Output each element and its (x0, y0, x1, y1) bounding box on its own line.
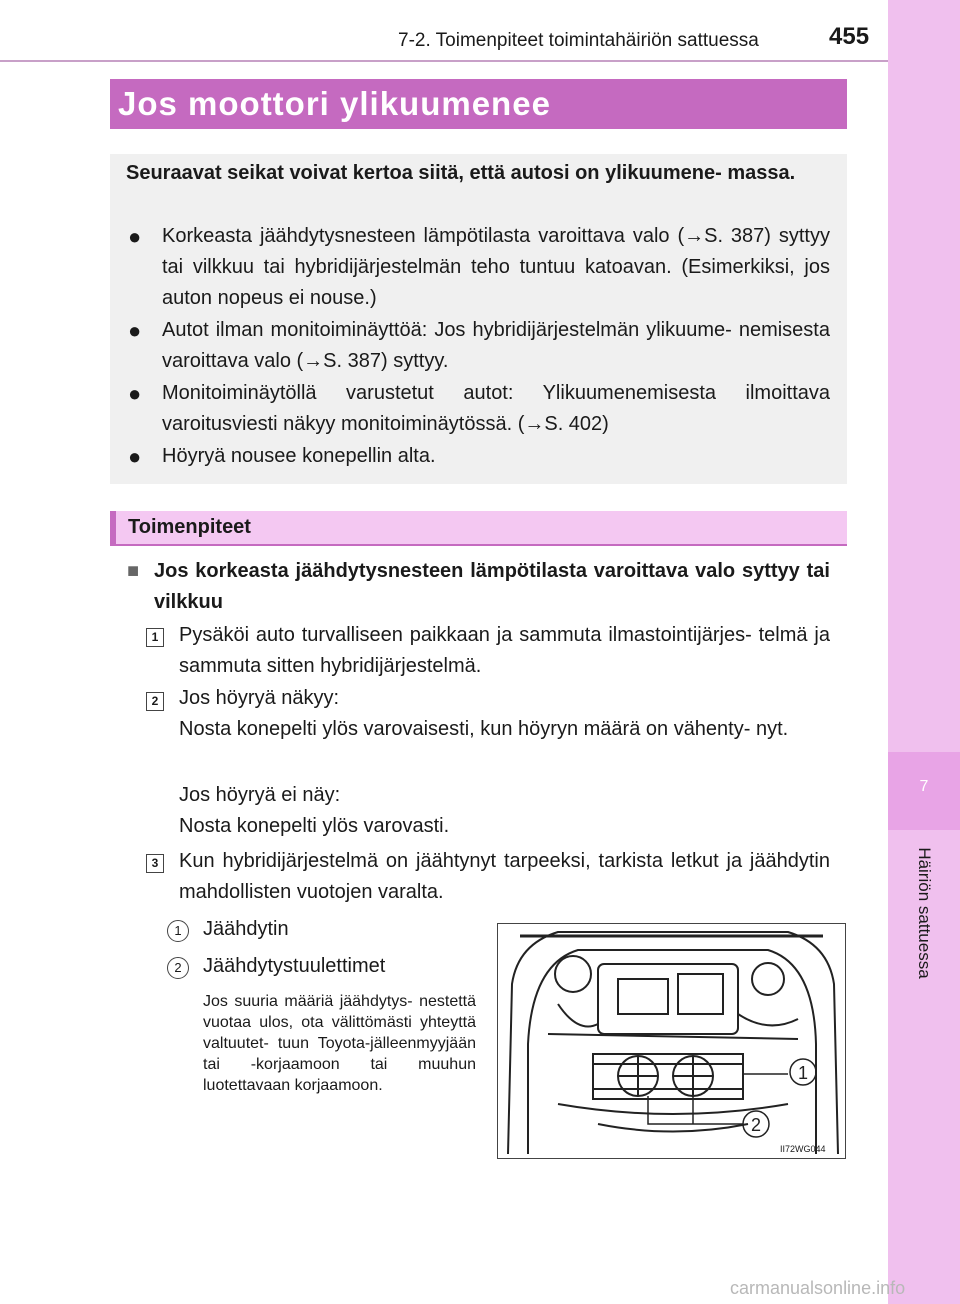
engine-bay-illustration (497, 923, 846, 1159)
bullet-icon: ● (128, 444, 142, 469)
chapter-number: 7 (919, 778, 929, 795)
section-square-icon: ■ (127, 560, 140, 582)
symptom-item: Monitoiminäytöllä varustetut autot: Ylikuumenemisesta ilmoittava varoitusviesti näkyy monitoiminäytössä. (→S. 402) (162, 382, 830, 435)
main-heading (110, 79, 847, 129)
step-text: Nosta konepelti ylös varovasti. (179, 815, 450, 837)
callout-number-icon: 1 (167, 920, 189, 942)
figure-code: II72WG044 (780, 1144, 826, 1154)
procedures-heading-text: Toimenpiteet (128, 516, 251, 538)
step-text: Nosta konepelti ylös varovaisesti, kun höyryn määrä on vähenty- nyt. (179, 718, 789, 740)
main-heading-text: Jos moottori ylikuumenee (118, 85, 551, 122)
callout-label: Jäähdytin (203, 918, 289, 940)
symptom-item: Korkeasta jäähdytysnesteen lämpötilasta varoittava valo (→S. 387) syttyy tai vilkkuu tai hybridijärjestelmän teho tuntuu katoavan. (Esimerkiksi, jos auton nopeus ei nouse.) (162, 225, 830, 309)
step-text: Jos höyryä näkyy: (179, 687, 340, 709)
section-title: 7-2. Toimenpiteet toimintahäiriön sattuessa (398, 30, 759, 51)
header-divider (0, 60, 888, 62)
procedures-heading (110, 511, 847, 544)
engine-bay-drawing (498, 924, 845, 1158)
figure-callout-2: 2 (750, 1115, 762, 1135)
callout-number-icon: 2 (167, 957, 189, 979)
callout-label: Jäähdytystuulettimet (203, 955, 386, 977)
step-text: Kun hybridijärjestelmä on jäähtynyt tarpeeksi, tarkista letkut ja jäähdytin mahdollisten vuotojen varalta. (179, 850, 830, 903)
chapter-side-tab (888, 0, 960, 1304)
symptoms-intro: Seuraavat seikat voivat kertoa siitä, että autosi on ylikuumene- massa. (126, 162, 796, 184)
procedure-section-title: Jos korkeasta jäähdytysnesteen lämpötilasta varoittava valo syttyy tai vilkkuu (154, 560, 830, 613)
bullet-icon: ● (128, 224, 142, 249)
procedures-heading-underline (110, 544, 847, 546)
page-number: 455 (829, 23, 870, 50)
symptom-item: Höyryä nousee konepellin alta. (162, 445, 436, 467)
watermark: carmanualsonline.info (730, 1278, 906, 1298)
bullet-icon: ● (128, 381, 142, 406)
leak-note: Jos suuria määriä jäähdytys- nestettä vuotaa ulos, ota välittömästi yhteyttä valtuutet- tuun Toyota-jälleenmyyjään tai -korjaamoon tai muuhun luotettavaan korjaamoon. (203, 993, 476, 1094)
symptom-item: Autot ilman monitoiminäyttöä: Jos hybridijärjestelmän ylikuume- nemisesta varoittava valo (→S. 387) syttyy. (162, 319, 830, 372)
step-text: Jos höyryä ei näy: (179, 784, 341, 806)
step-number-box: 2 (146, 692, 164, 711)
step-number-box: 1 (146, 628, 164, 647)
step-text: Pysäköi auto turvalliseen paikkaan ja sammuta ilmastointijärjes- telmä ja sammuta sitten hybridijärjestelmä. (179, 624, 830, 677)
step-number-box: 3 (146, 854, 164, 873)
bullet-icon: ● (128, 318, 142, 343)
figure-callout-1: 1 (797, 1063, 809, 1083)
chapter-label: Häiriön sattuessa (915, 847, 934, 979)
